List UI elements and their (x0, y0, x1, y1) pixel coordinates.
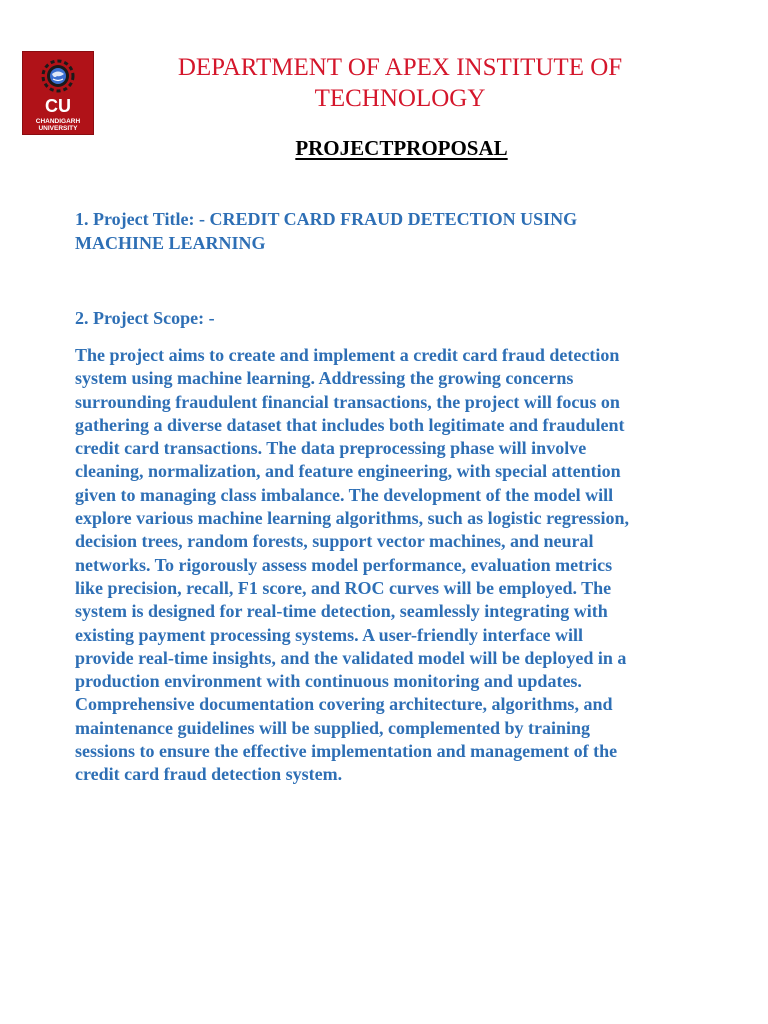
university-logo (22, 51, 94, 135)
scope-line: decision trees, random forests, support vector machines, and neural (75, 531, 594, 552)
department-title (110, 52, 690, 114)
scope-line: like precision, recall, F1 score, and ROC curves will be employed. The (75, 577, 612, 598)
cu-emblem-icon (23, 52, 93, 134)
scope-line: explore various machine learning algorithms, such as logistic regression, (75, 508, 629, 529)
document-type-heading: PROJECTPROPOSAL (295, 136, 508, 160)
department-title-line2: TECHNOLOGY (314, 85, 486, 112)
project-title-value-line2: MACHINE LEARNING (75, 233, 266, 253)
scope-line: given to managing class imbalance. The development of the model will (75, 484, 614, 505)
scope-line: system using machine learning. Addressing the growing concerns (75, 368, 574, 389)
scope-line: existing payment processing systems. A user-friendly interface will (75, 624, 583, 645)
scope-line: surrounding fraudulent financial transactions, the project will focus on (75, 391, 620, 412)
scope-line: maintenance guidelines will be supplied, complemented by training (75, 717, 591, 738)
scope-line: system is designed for real-time detection, seamlessly integrating with (75, 601, 608, 622)
project-scope-body (75, 344, 700, 787)
scope-line: The project aims to create and implement a credit card fraud detection (75, 345, 620, 365)
project-title-value-line1: CREDIT CARD FRAUD DETECTION USING (209, 209, 578, 229)
scope-line: networks. To rigorously assess model performance, evaluation metrics (75, 554, 613, 575)
scope-line: gathering a diverse dataset that includes both legitimate and fraudulent (75, 414, 625, 435)
department-title-line1: DEPARTMENT OF APEX INSTITUTE OF (177, 54, 623, 81)
scope-line: credit card transactions. The data preprocessing phase will involve (75, 438, 587, 459)
logo-initials: CU (45, 96, 71, 116)
project-scope-heading: 2. Project Scope: - (75, 308, 215, 328)
scope-line: Comprehensive documentation covering architecture, algorithms, and (75, 694, 613, 715)
logo-subtext-line2: UNIVERSITY (38, 125, 78, 132)
scope-line: cleaning, normalization, and feature engineering, with special attention (75, 461, 621, 482)
project-title-label: 1. Project Title: - (75, 209, 210, 229)
scope-line: production environment with continuous monitoring and updates. (75, 671, 582, 692)
logo-subtext-line1: CHANDIGARH (35, 118, 81, 125)
scope-line: credit card fraud detection system. (75, 764, 343, 785)
scope-line: provide real-time insights, and the validated model will be deployed in a (75, 647, 627, 668)
project-title-section (75, 207, 705, 255)
scope-line: sessions to ensure the effective implementation and management of the (75, 741, 618, 762)
